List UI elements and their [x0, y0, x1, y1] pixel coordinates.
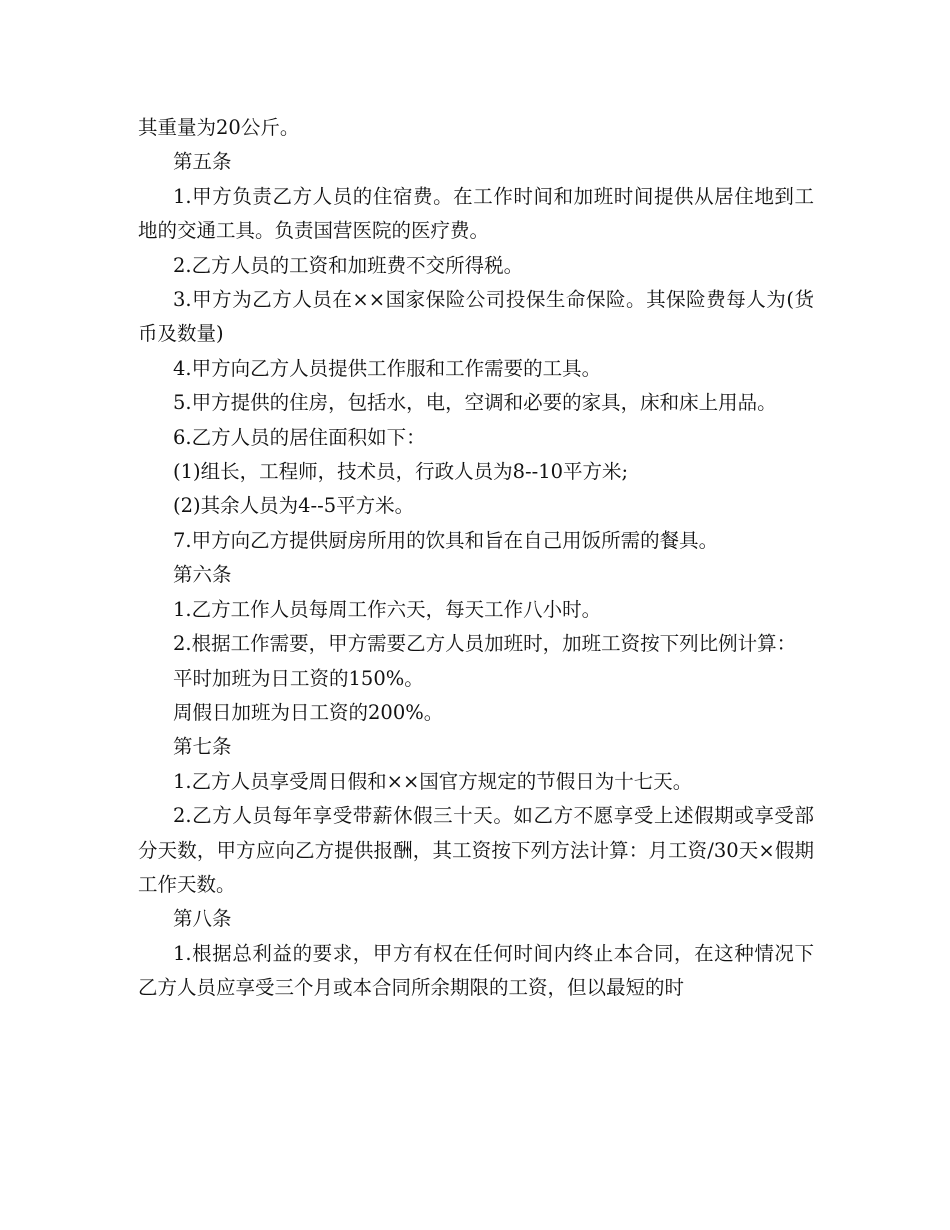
article-6-overtime-holiday: 周假日加班为日工资的200%。: [173, 700, 444, 724]
article-5-item-6-sub-1: (1)组长，工程师，技术员，行政人员为8--10平方米;: [173, 460, 629, 484]
document-body: [138, 111, 814, 1006]
article-6-item-1: 1.乙方工作人员每周工作六天，每天工作八小时。: [173, 597, 602, 621]
article-5-item-5: 5.甲方提供的住房，包括水，电，空调和必要的家具，床和床上用品。: [173, 391, 777, 415]
article-5-item-7: 7.甲方向乙方提供厨房所用的饮具和旨在自己用饭所需的餐具。: [173, 528, 719, 552]
article-5-item-6: 6.乙方人员的居住面积如下：: [173, 425, 426, 449]
article-5-heading: 第五条: [173, 150, 232, 174]
paragraph-weight: 其重量为20公斤。: [138, 116, 300, 139]
article-8-heading: 第八条: [173, 907, 232, 931]
article-5-item-1: 1.甲方负责乙方人员的住宿费。在工作时间和加班时间提供从居住地到工地的交通工具。负责国营医院的医疗费。: [138, 184, 814, 243]
article-5-item-4: 4.甲方向乙方人员提供工作服和工作需要的工具。: [173, 356, 602, 380]
article-7-item-1: 1.乙方人员享受周日假和××国官方规定的节假日为十七天。: [173, 769, 693, 793]
article-6-heading: 第六条: [173, 563, 232, 587]
article-6-overtime-weekday: 平时加班为日工资的150%。: [173, 666, 424, 690]
article-7-item-2: 2.乙方人员每年享受带薪休假三十天。如乙方不愿享受上述假期或享受部分天数，甲方应向乙方提供报酬，其工资按下列方法计算：月工资/30天×假期工作天数。: [138, 804, 814, 896]
article-5-item-6-sub-2: (2)其余人员为4--5平方米。: [173, 494, 415, 518]
article-7-heading: 第七条: [173, 735, 232, 759]
article-5-item-2: 2.乙方人员的工资和加班费不交所得税。: [173, 253, 524, 277]
article-5-item-3: 3.甲方为乙方人员在××国家保险公司投保生命保险。其保险费每人为(货币及数量): [138, 288, 814, 346]
article-6-item-2: 2.根据工作需要，甲方需要乙方人员加班时，加班工资按下列比例计算：: [173, 632, 797, 656]
article-8-item-1: 1.根据总利益的要求，甲方有权在任何时间内终止本合同，在这种情况下乙方人员应享受三个月或本合同所余期限的工资，但以最短的时: [138, 941, 814, 1000]
